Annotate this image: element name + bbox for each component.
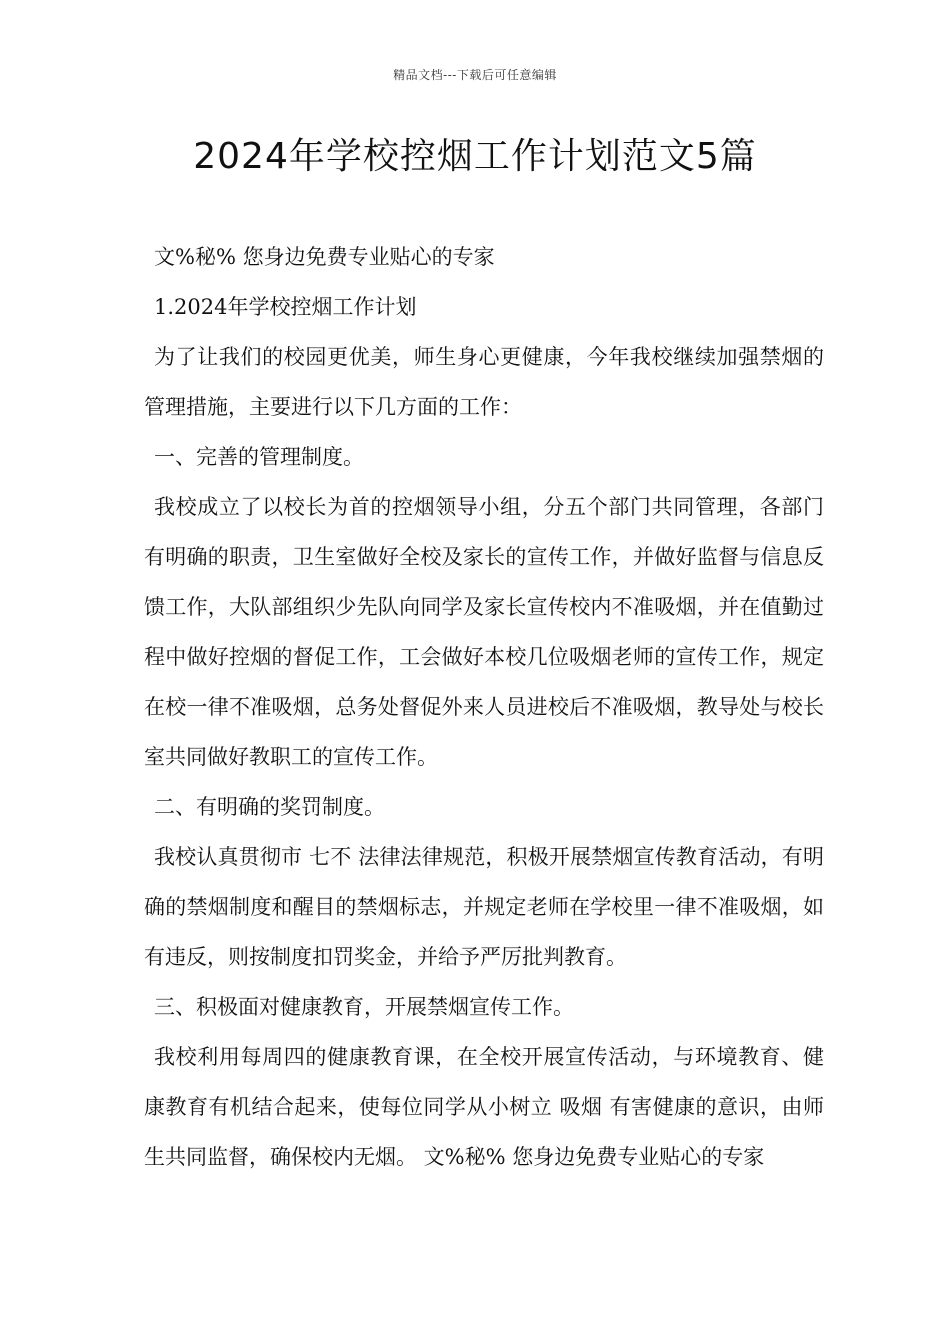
paragraph-body-2: 我校认真贯彻市 七不 法律法律规范，积极开展禁烟宣传教育活动，有明确的禁烟制度和醒目的禁烟标志，并规定老师在学校里一律不准吸烟，如有违反，则按制度扣罚奖金，并给予严厉批判教育。 [144, 845, 824, 969]
document-title: 2024年学校控烟工作计划范文5篇 [193, 136, 757, 177]
paragraph-heading-2: 二、有明确的奖罚制度。 [154, 795, 385, 819]
page-header: 精品文档---下载后可任意编辑 [393, 68, 557, 82]
paragraph-section-heading: 1.2024年学校控烟工作计划 [154, 295, 417, 319]
document-body [144, 232, 824, 1182]
paragraph-intro: 为了让我们的校园更优美，师生身心更健康，今年我校继续加强禁烟的管理措施，主要进行以下几方面的工作： [144, 345, 824, 419]
paragraph-heading-3: 三、积极面对健康教育，开展禁烟宣传工作。 [154, 995, 574, 1019]
paragraph-body-3: 我校利用每周四的健康教育课，在全校开展宣传活动，与环境教育、健康教育有机结合起来，使每位同学从小树立 吸烟 有害健康的意识，由师生共同监督，确保校内无烟。 文%秘% 您身边免费专业贴心的专家 [144, 1045, 824, 1169]
paragraph-heading-1: 一、完善的管理制度。 [154, 445, 364, 469]
paragraph-body-1: 我校成立了以校长为首的控烟领导小组，分五个部门共同管理，各部门有明确的职责，卫生室做好全校及家长的宣传工作，并做好监督与信息反馈工作，大队部组织少先队向同学及家长宣传校内不准吸烟，并在值勤过程中做好控烟的督促工作，工会做好本校几位吸烟老师的宣传工作，规定在校一律不准吸烟，总务处督促外来人员进校后不准吸烟，教导处与校长室共同做好教职工的宣传工作。 [144, 495, 824, 769]
paragraph-source-note: 文%秘% 您身边免费专业贴心的专家 [154, 245, 495, 269]
